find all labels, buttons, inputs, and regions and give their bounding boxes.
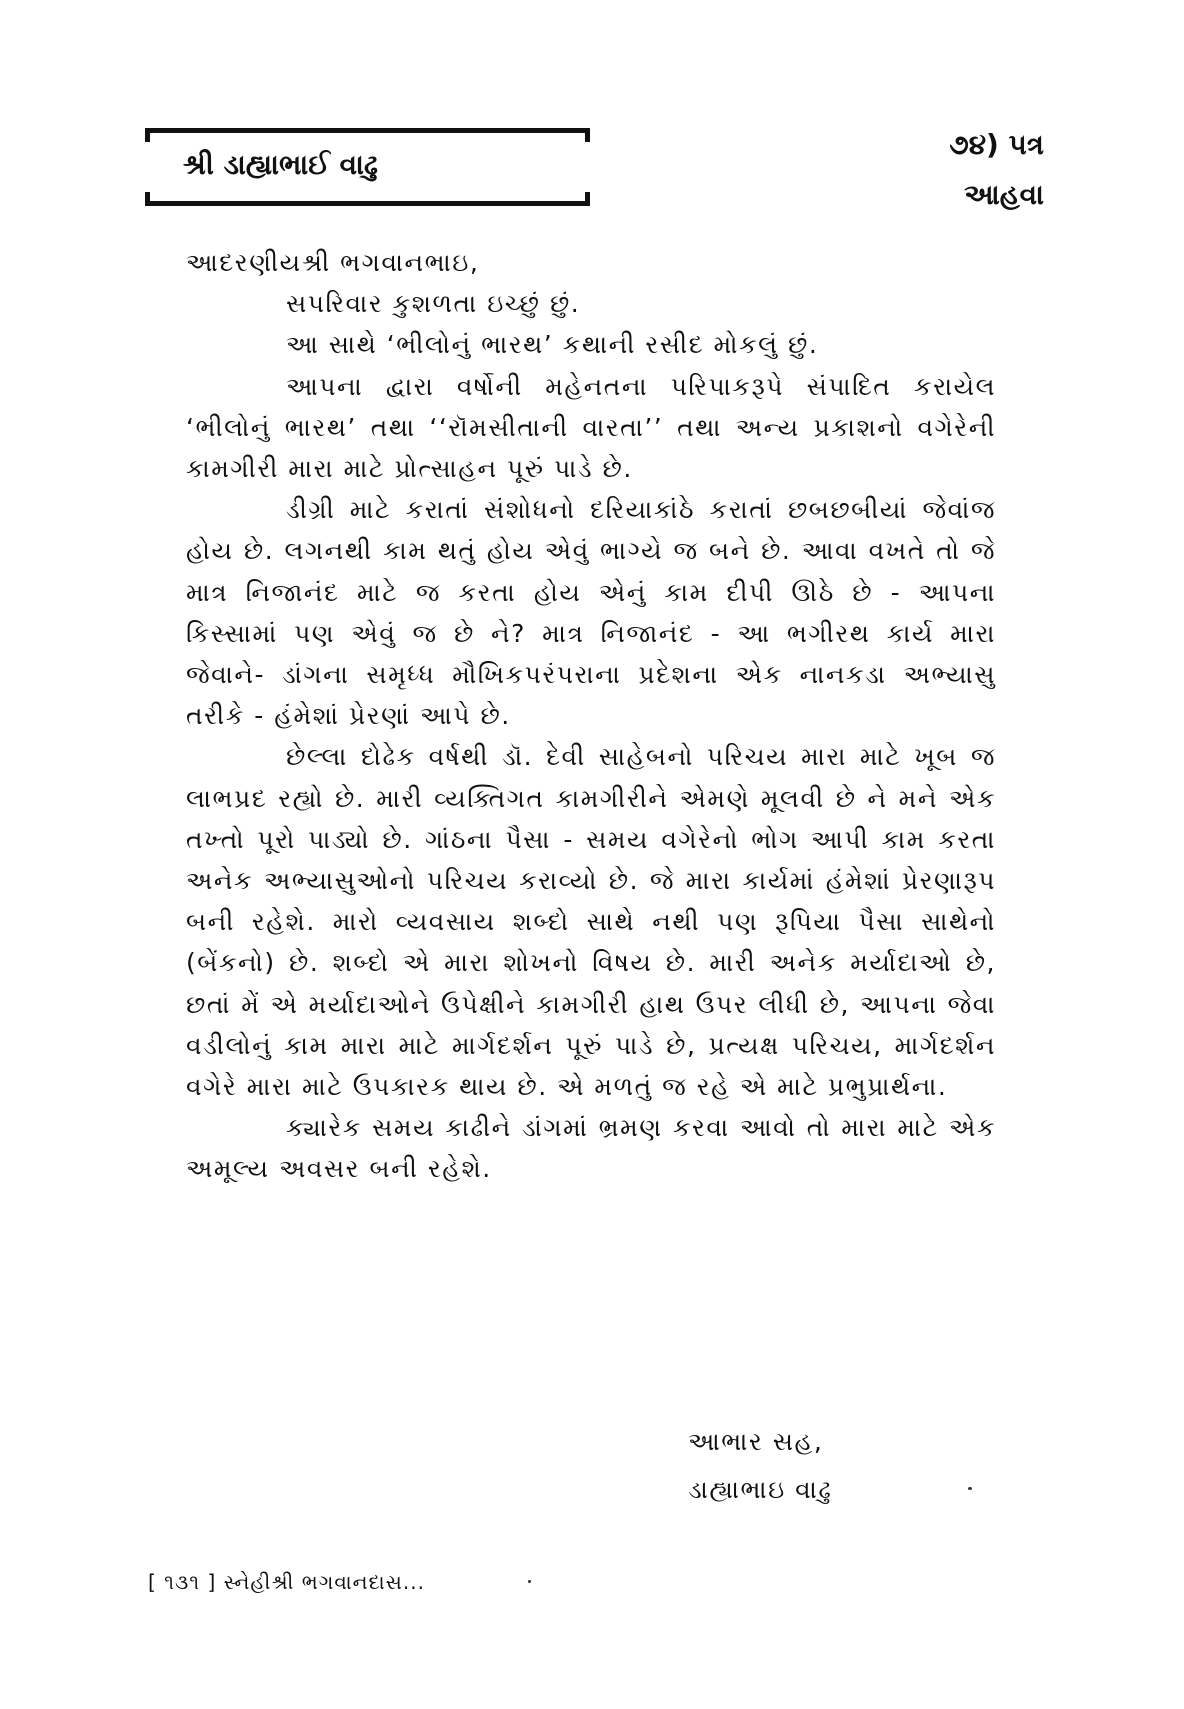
- paragraph: ડીગ્રી માટે કરાતાં સંશોધનો દરિયાકાંઠે કરાતાં છબછબીયાં જેવાંજ હોય છે. લગનથી કામ થતું હોય એવું ભાગ્યે જ બને છે. આવા વખતે તો જે માત્ર નિજાનંદ માટે જ કરતા હોય એનું કામ દીપી ઊઠે છે - આપના કિસ્સામાં પણ એવું જ છે ને? માત્ર નિજાનંદ - આ ભગીરથ કાર્ય મારા જેવાને- ડાંગના સમૃધ્ધ મૌખિકપરંપરાના પ્રદેશના એક નાનકડા અભ્યાસુ તરીકે - હંમેશાં પ્રેરણાં આપે છે.: [186, 495, 996, 731]
- name-header-box: [145, 128, 590, 206]
- letter-body: [186, 242, 996, 1190]
- paragraph: ક્યારેક સમય કાઢીને ડાંગમાં ભ્રમણ કરવા આવો તો મારા માટે એક અમૂલ્ય અવસર બની રહેશે.: [186, 1113, 996, 1184]
- paragraph: આપના દ્વારા વર્ષોની મહેનતના પરિપાકરૂપે સંપાદિત કરાયેલ ‘ભીલોનું ભારથ’ તથા ‘‘રૉમસીતાની વારતા’’ તથા અન્ય પ્રકાશનો વગેરેની કામગીરી મારા માટે પ્રોત્સાહન પૂરું પાડે છે.: [186, 371, 996, 484]
- paragraph: છેલ્લા દોઢેક વર્ષથી ડૉ. દેવી સાહેબનો પરિચય મારા માટે ખૂબ જ લાભપ્રદ રહ્યો છે. મારી વ્યક્તિગત કામગીરીને એમણે મૂલવી છે ને મને એક તખ્તો પૂરો પાડ્યો છે. ગાંઠના પૈસા - સમય વગેરેનો ભોગ આપી કામ કરતા અનેક અભ્યાસુઓનો પરિચય કરાવ્યો છે. જે મારા કાર્યમાં હંમેશાં પ્રેરણારૂપ બની રહેશે. મારો વ્યવસાય શબ્દો સાથે નથી પણ રૂપિયા પૈસા સાથેનો (બેંકનો) છે. શબ્દો એ મારા શોખનો વિષય છે. મારી અનેક મર્યાદાઓ છે, છતાં મેં એ મર્યાદાઓને ઉપેક્ષીને કામગીરી હાથ ઉપર લીધી છે, આપના જેવા વડીલોનું કામ મારા માટે માર્ગદર્શન પૂરું પાડે છે, પ્રત્યક્ષ પરિચય, માર્ગદર્શન વગેરે મારા માટે ઉપકારક થાય છે. એ મળતું જ રહે એ માટે પ્રભુપ્રાર્થના.: [186, 742, 996, 1102]
- paragraph: આ સાથે ‘ભીલોનું ભારથ’ કથાની રસીદ મોકલું છું.: [286, 330, 819, 360]
- box-corner: [585, 128, 590, 142]
- print-speck: [968, 1487, 972, 1490]
- box-top-rule: [145, 128, 590, 133]
- letter-number: ૭૪) પત્ર: [949, 128, 1044, 161]
- paragraph: સપરિવાર કુશળતા ઇચ્છું છું.: [286, 289, 581, 319]
- letter-place: આહવા: [964, 178, 1044, 211]
- page-footer: [ ૧૩૧ ] સ્નેહીશ્રી ભગવાનદાસ...: [148, 1570, 425, 1594]
- salutation: આદરણીયશ્રી ભગવાનભાઇ,: [186, 248, 480, 277]
- author-name: શ્રી ડાહ્યાભાઈ વાઢુ: [183, 148, 378, 181]
- box-bottom-rule: [145, 201, 590, 206]
- box-corner: [145, 128, 150, 142]
- print-speck: [528, 1580, 531, 1583]
- closing-line: આભાર સહ,: [688, 1427, 824, 1456]
- signature-name: ડાહ્યાભાઇ વાઢુ: [688, 1475, 833, 1504]
- letter-meta: [949, 120, 1044, 220]
- closing-block: [688, 1418, 832, 1514]
